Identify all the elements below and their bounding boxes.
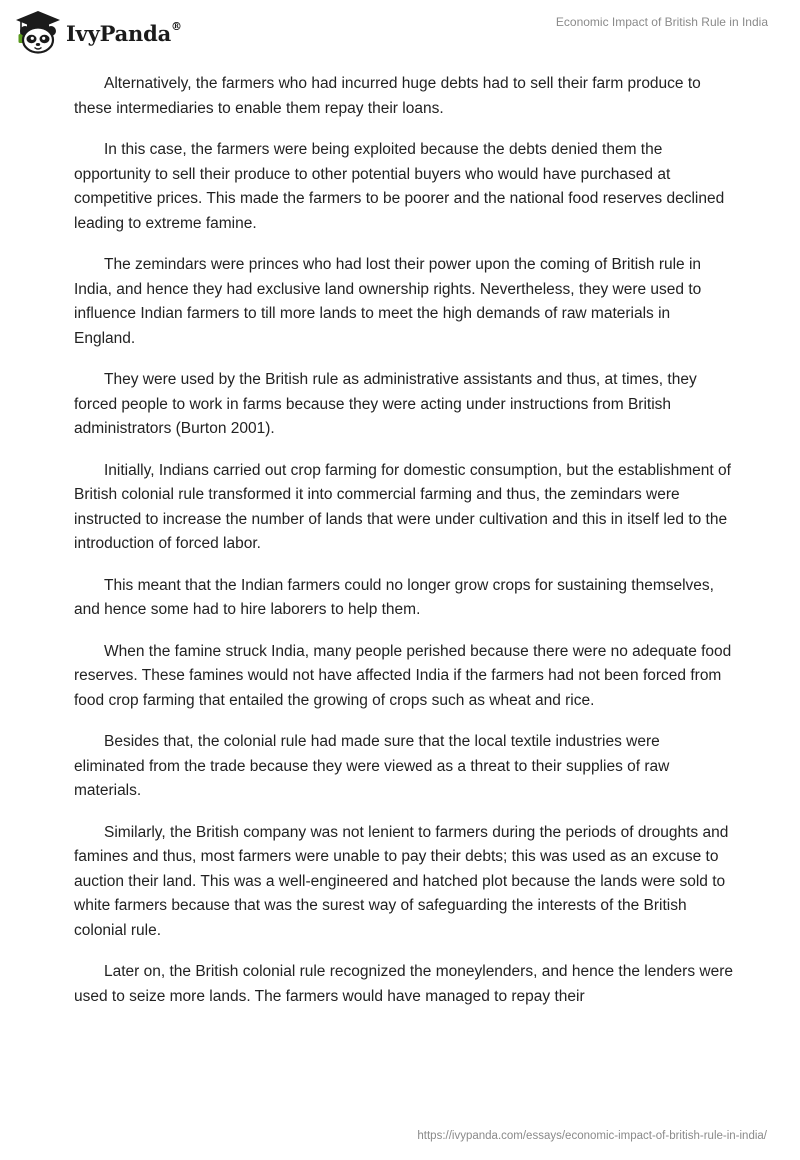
paragraph: They were used by the British rule as administrative assistants and thus, at times, they forced people to work in farms because they were acting under instructions from British administrators (Burton 2001). — [74, 371, 697, 437]
paragraph: Similarly, the British company was not lenient to farmers during the periods of droughts and famines and thus, most farmers were unable to pay their debts; this was used as an excuse to auction their land. This was a well-engineered and hatched plot because the lands were sold to white farmers because that was the surest way of safeguarding the interests of the British colonial rule. — [74, 823, 729, 939]
ivypanda-logo[interactable] — [14, 9, 182, 55]
registered-mark: ® — [171, 19, 182, 33]
brand-name — [66, 21, 182, 46]
paragraph: Later on, the British colonial rule recognized the moneylenders, and hence the lenders were used to seize more lands. The farmers would have managed to repay their — [74, 963, 733, 1005]
paragraph: Besides that, the colonial rule had made sure that the local textile industries were eliminated from the trade because they were viewed as a threat to their supplies of raw materials. — [74, 733, 670, 799]
panda-graduation-cap-icon — [14, 9, 62, 55]
page-header — [0, 0, 800, 60]
document-title: Economic Impact of British Rule in India — [555, 15, 768, 29]
paragraph: Initially, Indians carried out crop farming for domestic consumption, but the establishment of British colonial rule transformed it into commercial farming and thus, the zemindars were instructed to increase the number of lands that were under cultivation and this in itself led to the introduction of forced labor. — [74, 461, 731, 552]
essay-body — [74, 72, 734, 1026]
paragraph: The zemindars were princes who had lost their power upon the coming of British rule in India, and hence they had exclusive land ownership rights. Nevertheless, they were used to influence Indian farmers to till more lands to meet the high demands of raw materials in England. — [74, 256, 702, 347]
brand-name-text: IvyPanda — [66, 20, 172, 46]
paragraph: When the famine struck India, many people perished because there were no adequate food reserves. These famines would not have affected India if the farmers had not been forced from food crop farming that entailed the growing of crops such as wheat and rice. — [74, 642, 732, 709]
paragraph: Alternatively, the farmers who had incurred huge debts had to sell their farm produce to these intermediaries to enable them repay their loans. — [74, 75, 701, 117]
source-url-link[interactable]: https://ivypanda.com/essays/economic-impact-of-british-rule-in-india/ — [417, 1130, 767, 1142]
paragraph: In this case, the farmers were being exploited because the debts denied them the opportunity to sell their produce to other potential buyers who would have purchased at competitive prices. This made the farmers to be poorer and the national food reserves declined leading to extreme famine. — [74, 141, 725, 232]
paragraph: This meant that the Indian farmers could no longer grow crops for sustaining themselves, and hence some had to hire laborers to help them. — [74, 576, 714, 618]
